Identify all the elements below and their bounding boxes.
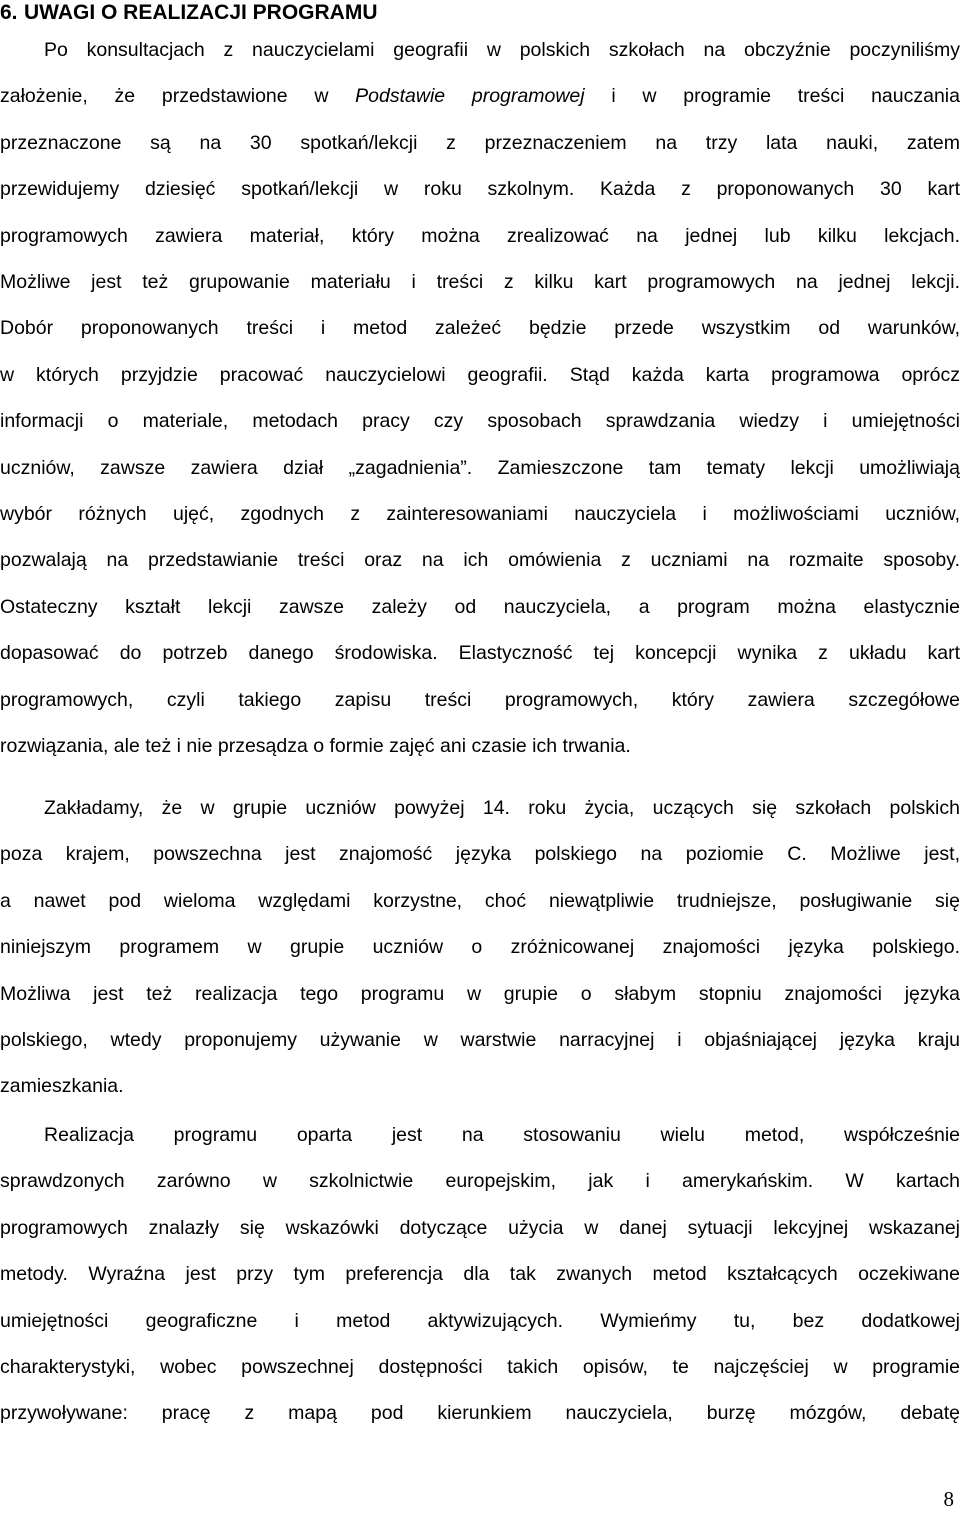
text-segment: umiejętności geograficzne i metod aktywizujących. Wymieńmy tu, bez dodatkowej <box>0 1309 960 1332</box>
paragraph-2-line <box>0 840 960 868</box>
text-segment: przeznaczone są na 30 spotkań/lekcji z przeznaczeniem na trzy lata nauki, zatem <box>0 131 960 154</box>
text-segment: i w programie treści nauczania <box>584 85 960 108</box>
paragraph-3-line <box>0 1167 960 1195</box>
text-segment: Możliwe jest też grupowanie materiału i treści z kilku kart programowych na jednej lekcji. <box>0 271 960 293</box>
paragraph-2-line <box>0 980 960 1008</box>
text-segment: przewidujemy dziesięć spotkań/lekcji w roku szkolnym. Każda z proponowanych 30 kart <box>0 178 960 201</box>
paragraph-1-line <box>44 36 960 64</box>
paragraph-2-line <box>0 1072 960 1100</box>
paragraph-3-line <box>0 1260 960 1288</box>
paragraph-3-line <box>0 1214 960 1242</box>
text-segment: metody. Wyraźna jest przy tym preferencja dla tak zwanych metod kształcących oczekiwane <box>0 1263 960 1286</box>
paragraph-1-line <box>0 361 960 389</box>
text-segment: uczniów, zawsze zawiera dział „zagadnienia”. Zamieszczone tam tematy lekcji umożliwiają <box>0 456 960 479</box>
text-segment: polskiego, wtedy proponujemy używanie w warstwie narracyjnej i objaśniającej języka kraju <box>0 1029 960 1051</box>
paragraph-1-line <box>0 686 960 714</box>
paragraph-1-line <box>0 732 960 760</box>
text-segment: a nawet pod wieloma względami korzystne, choć niewątpliwie trudniejsze, posługiwanie się <box>0 889 960 912</box>
paragraph-1-line <box>0 407 960 435</box>
text-segment: Realizacja programu oparta jest na stosowaniu wielu metod, współcześnie <box>44 1124 960 1146</box>
text-segment: Ostateczny kształt lekcji zawsze zależy od nauczyciela, a program można elastycznie <box>0 595 960 618</box>
text-segment: programowych, czyli takiego zapisu treści programowych, który zawiera szczegółowe <box>0 688 960 711</box>
text-segment: w których przyjdzie pracować nauczycielowi geografii. Stąd każda karta programowa oprócz <box>0 363 960 386</box>
paragraph-1-line <box>0 314 960 342</box>
paragraph-3-line <box>0 1307 960 1335</box>
text-segment: zamieszkania. <box>0 1075 124 1098</box>
paragraph-3-line <box>0 1399 960 1427</box>
text-segment: Po konsultacjach z nauczycielami geografii w polskich szkołach na obczyźnie poczyniliśmy <box>44 39 960 61</box>
paragraph-2-line <box>44 794 960 822</box>
text-segment: informacji o materiale, metodach pracy czy sposobach sprawdzania wiedzy i umiejętności <box>0 410 960 433</box>
paragraph-1-line <box>0 268 960 296</box>
paragraph-1-line <box>0 593 960 621</box>
text-segment: Dobór proponowanych treści i metod zależeć będzie przede wszystkim od warunków, <box>0 317 960 340</box>
paragraph-1-line <box>0 222 960 250</box>
text-segment: sprawdzonych zarówno w szkolnictwie europejskim, jak i amerykańskim. W kartach <box>0 1170 960 1193</box>
text-segment: charakterystyki, wobec powszechnej dostępności takich opisów, te najczęściej w programie <box>0 1356 960 1378</box>
paragraph-1-line <box>0 546 960 574</box>
section-number: 6. <box>0 1 18 24</box>
paragraph-3-line <box>44 1121 960 1149</box>
paragraph-2-line <box>0 887 960 915</box>
text-segment: dopasować do potrzeb danego środowiska. Elastyczność tej koncepcji wynika z układu kart <box>0 642 960 665</box>
text-segment: programowych zawiera materiał, który można zrealizować na jednej lub kilku lekcjach. <box>0 224 960 247</box>
text-segment: Zakładamy, że w grupie uczniów powyżej 14. roku życia, uczących się szkołach polskich <box>44 797 960 819</box>
paragraph-3-line <box>0 1353 960 1381</box>
text-segment: poza krajem, powszechna jest znajomość języka polskiego na poziomie C. Możliwe jest, <box>0 843 960 866</box>
section-heading <box>0 0 960 26</box>
paragraph-1-line <box>0 639 960 667</box>
text-segment: Możliwa jest też realizacja tego programu w grupie o słabym stopniu znajomości języka <box>0 982 960 1005</box>
paragraph-2-line <box>0 933 960 961</box>
text-segment: założenie, że przedstawione w <box>0 85 356 108</box>
section-title: UWAGI O REALIZACJI PROGRAMU <box>24 1 378 24</box>
page-number: 8 <box>943 1487 954 1511</box>
text-segment: rozwiązania, ale też i nie przesądza o formie zajęć ani czasie ich trwania. <box>0 735 631 757</box>
paragraph-2-line <box>0 1026 960 1054</box>
text-segment: pozwalają na przedstawianie treści oraz na ich omówienia z uczniami na rozmaite sposoby. <box>0 549 960 572</box>
text-segment: przywoływane: pracę z mapą pod kierunkiem nauczyciela, burzę mózgów, debatę <box>0 1402 960 1425</box>
paragraph-1-line <box>0 82 960 110</box>
paragraph-1-line <box>0 175 960 203</box>
emphasized-text: Podstawie programowej <box>355 85 585 108</box>
paragraph-1-line <box>0 129 960 157</box>
paragraph-1-line <box>0 500 960 528</box>
paragraph-1-line <box>0 454 960 482</box>
text-segment: niniejszym programem w grupie uczniów o zróżnicowanej znajomości języka polskiego. <box>0 936 960 959</box>
text-segment: programowych znalazły się wskazówki dotyczące użycia w danej sytuacji lekcyjnej wskazanej <box>0 1216 960 1239</box>
text-segment: wybór różnych ujęć, zgodnych z zainteresowaniami nauczyciela i możliwościami uczniów, <box>0 503 960 525</box>
